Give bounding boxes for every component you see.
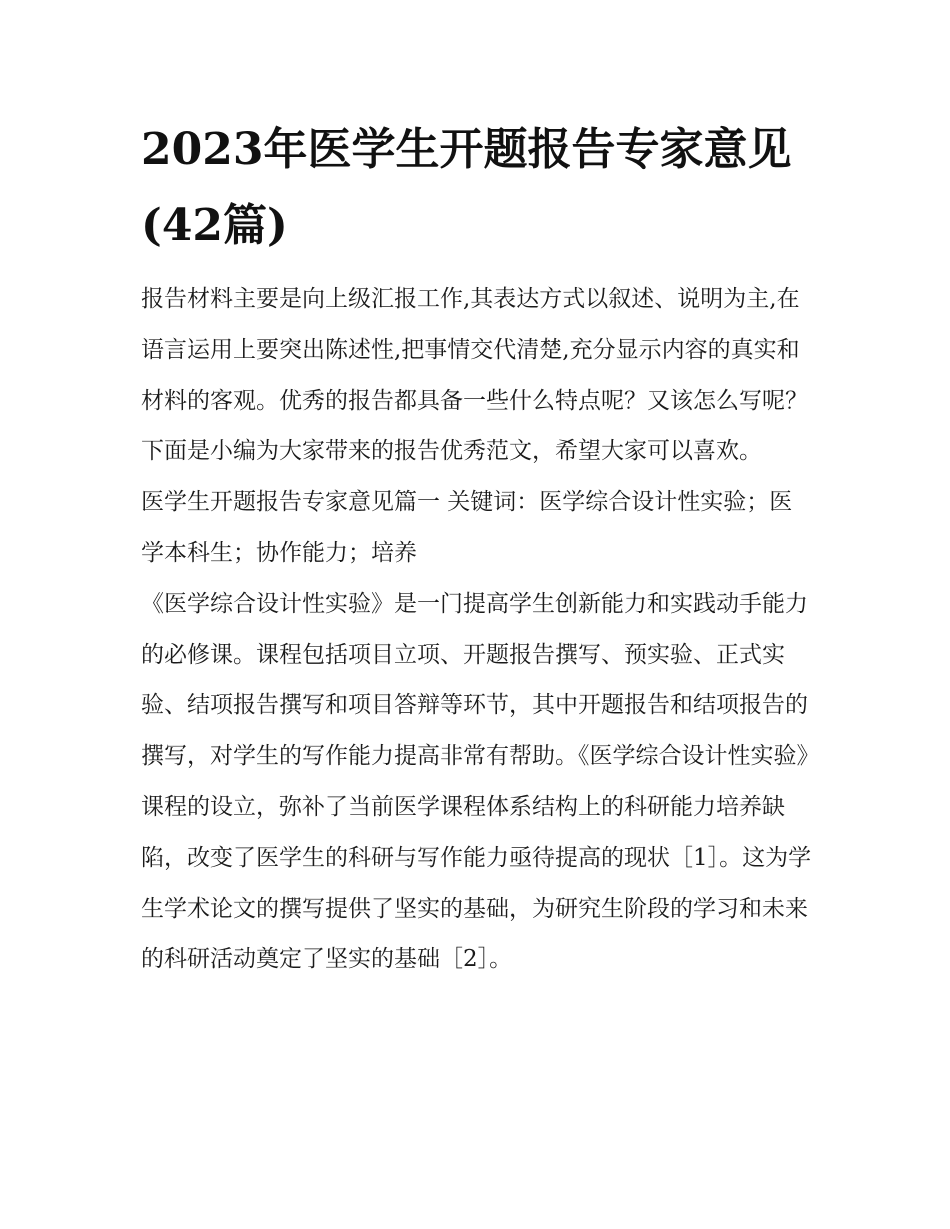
document-title: 2023年医学生开题报告专家意见(42篇): [141, 124, 792, 251]
keywords-paragraph: 医学生开题报告专家意见篇一 关键词：医学综合设计性实验；医学本科生；协作能力；培养: [141, 489, 793, 566]
body-paragraph: 《医学综合设计性实验》是一门提高学生创新能力和实践动手能力的必修课。课程包括项目立项、开题报告撰写、预实验、正式实验、结项报告撰写和项目答辩等环节，其中开题报告和结项报告的撰写，对学生的写作能力提高非常有帮助。《医学综合设计性实验》课程的设立，弥补了当前医学课程体系结构上的科研能力培养缺陷，改变了医学生的科研与写作能力亟待提高的现状［1］。这为学生学术论文的撰写提供了坚实的基础，为研究生阶段的学习和未来的科研活动奠定了坚实的基础［2］。: [141, 590, 812, 973]
intro-paragraph: 报告材料主要是向上级汇报工作,其表达方式以叙述、说明为主,在语言运用上要突出陈述性,把事情交代清楚,充分显示内容的真实和材料的客观。优秀的报告都具备一些什么特点呢？又该怎么写呢？下面是小编为大家带来的报告优秀范文，希望大家可以喜欢。: [141, 286, 808, 465]
title-spacer: [141, 264, 813, 274]
document-content: [141, 112, 813, 985]
